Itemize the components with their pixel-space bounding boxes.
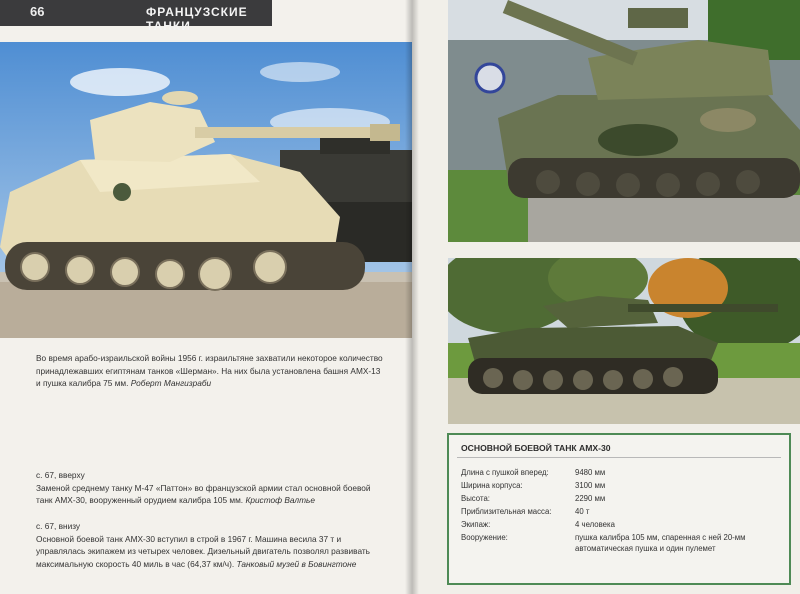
spec-label: Высота:	[461, 494, 490, 503]
spec-table-title: ОСНОВНОЙ БОЕВОЙ ТАНК АМХ-30	[461, 443, 611, 453]
caption-amx30-top	[36, 469, 372, 507]
spec-label: Приблизительная масса:	[461, 507, 552, 516]
spec-value: 2290 мм	[575, 494, 606, 503]
spec-value: пушка калибра 105 мм, спаренная с ней 20-мм автоматическая пушка и один пулемет	[575, 533, 746, 553]
spec-value: 4 человека	[575, 520, 615, 529]
spec-value: 40 т	[575, 507, 590, 516]
right-page	[412, 0, 800, 594]
page-title: ФРАНЦУЗСКИЕ ТАНКИ	[146, 5, 248, 33]
spec-value: 9480 мм	[575, 468, 606, 477]
caption-text: Заменой среднему танку М-47 «Паттон» во французской армии стал основной боевой танк АМХ-30, вооруженный орудием калибра 105 мм.	[36, 482, 371, 506]
spec-label: Ширина корпуса:	[461, 481, 523, 490]
photo-amx30-top	[448, 0, 800, 242]
caption-author: Роберт Мангизраби	[130, 378, 212, 389]
caption-author: Танковый музей в Бовингтоне	[236, 558, 357, 569]
spec-label: Длина с пушкой вперед:	[461, 468, 549, 477]
spec-divider	[457, 457, 781, 458]
caption-author: Кристоф Валтье	[245, 495, 315, 506]
spec-label: Экипаж:	[461, 520, 491, 529]
photo-sherman-tank	[0, 42, 412, 338]
page-number: 66	[30, 4, 45, 19]
caption-ref: с. 67, вверху	[36, 470, 85, 480]
caption-text: Основной боевой танк АМХ-30 вступил в строй в 1967 г. Машина весила 37 т и управлялась экипажем из четырех человек. Дизельный двигатель позволял развивать максимальную скорость 40 миль в час (64,37 км/ч).	[36, 533, 371, 569]
book-gutter	[405, 0, 419, 594]
spec-table	[447, 433, 791, 585]
caption-ref: с. 67, внизу	[36, 521, 81, 531]
caption-text: Во время арабо-израильской войны 1956 г. израильтяне захватили некоторое количество принадлежавших египтянам танков «Шерман». На них была установлена башня АМХ-13 и пушка калибра 75 мм.	[36, 353, 383, 389]
caption-amx30-bottom	[36, 520, 372, 570]
photo-amx30-bottom	[448, 258, 800, 424]
spec-label: Вооружение:	[461, 533, 508, 542]
caption-sherman	[36, 352, 386, 390]
page-header-bar	[0, 0, 272, 33]
spec-value: 3100 мм	[575, 481, 606, 490]
